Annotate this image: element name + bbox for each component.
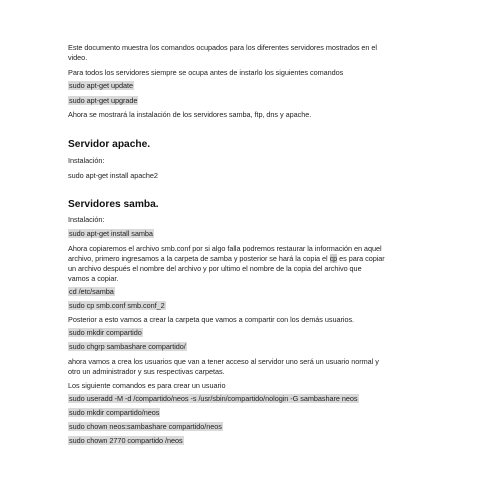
cmd-upgrade: sudo apt-get upgrade xyxy=(69,96,138,105)
cmd-cd-samba: cd /etc/samba xyxy=(69,287,114,296)
samba-para1-line1: Ahora copiaremos el archivo smb.conf por si algo falla podremos restaurar la información en aquel xyxy=(68,244,382,253)
highlight-cp: cp xyxy=(329,254,338,263)
cmd-update: sudo apt-get update xyxy=(69,81,133,90)
samba-para3-line2: otro un administrador y sus respectivas carpetas. xyxy=(68,367,225,376)
samba-para1-line2: archivo, primero ingresamos a la carpeta de samba y posterior se hará la copia el cp es para copiar xyxy=(68,254,385,263)
samba-heading: Servidores samba. xyxy=(68,199,159,210)
samba-install-label: Instalación: xyxy=(68,215,105,224)
intro-servers-text: Ahora se mostrará la instalación de los servidores samba, ftp, dns y apache. xyxy=(68,110,312,119)
samba-para1-line3: un archivo después el nombre del archivo y por ultimo el nombre de la copia del archivo que xyxy=(68,264,362,273)
cmd-install-samba: sudo apt-get install samba xyxy=(69,229,153,238)
apache-install-cmd: sudo apt-get install apache2 xyxy=(68,171,158,180)
samba-para4: Los siguiente comandos es para crear un usuario xyxy=(68,381,226,390)
samba-para1-line4: vamos a copiar. xyxy=(68,274,119,283)
samba-para3-line1: ahora vamos a crea los usuarios que van a tener acceso al servidor uno será un usuario normal y xyxy=(68,357,379,366)
intro-line-2: video. xyxy=(68,53,88,62)
apache-install-label: Instalación: xyxy=(68,156,105,165)
intro-line-1: Este documento muestra los comandos ocupados para los diferentes servidores mostrados en el xyxy=(68,43,377,52)
cmd-mkdir-neos: sudo mkdir compartido/neos xyxy=(69,408,160,417)
cmd-chown-neos: sudo chown neos:sambashare compartido/neos xyxy=(69,422,222,431)
apache-heading: Servidor apache. xyxy=(68,139,151,150)
cmd-mkdir-compartido: sudo mkdir compartido xyxy=(69,328,142,337)
samba-para2: Posterior a esto vamos a crear la carpeta que vamos a compartir con los demás usuarios. xyxy=(68,315,355,324)
prereq-text: Para todos los servidores siempre se ocupa antes de instarlo los siguientes comandos xyxy=(68,68,344,77)
cmd-chgrp: sudo chgrp sambashare compartido/ xyxy=(69,342,186,351)
cmd-useradd: sudo useradd -M -d /compartido/neos -s /usr/sbin/compartido/nologin -G sambashare neos xyxy=(69,394,358,403)
cmd-chown-2770: sudo chown 2770 compartido /neos xyxy=(69,436,183,445)
cmd-cp-smb-conf: sudo cp smb.conf smb.conf_2 xyxy=(69,301,165,310)
